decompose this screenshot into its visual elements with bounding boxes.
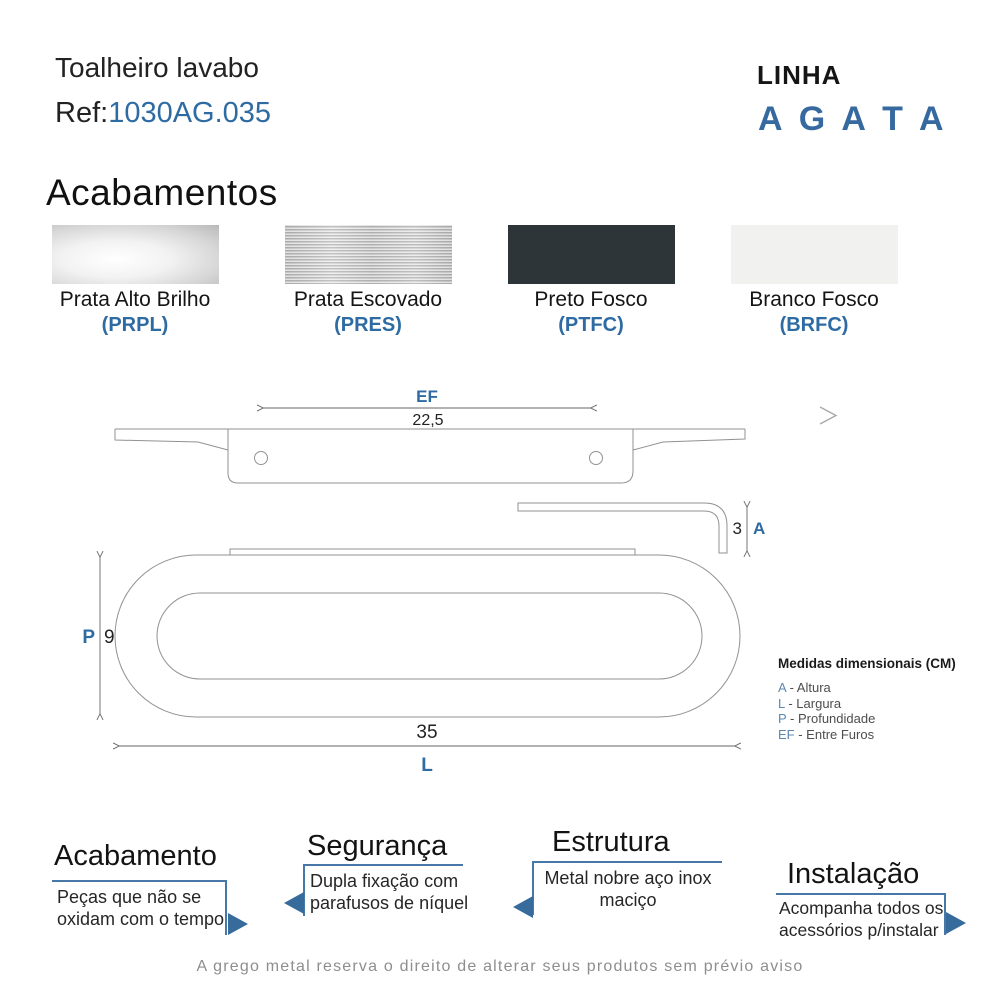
legend-key: EF (778, 726, 795, 742)
callout-line (532, 861, 722, 863)
feature-body-instalacao: Acompanha todos os acessórios p/instalar (779, 898, 944, 940)
arrow-left-icon (284, 892, 304, 914)
dimension-legend (778, 656, 956, 742)
callout-line (776, 893, 946, 895)
legend-desc: - Largura (784, 695, 842, 711)
screw-hole-right (590, 452, 603, 465)
towel-bar-top-view (115, 549, 740, 717)
legend-row (778, 680, 956, 696)
feature-body-estrutura: Metal nobre aço inox maciço (544, 868, 712, 910)
ref-line (55, 97, 271, 130)
finish-name: Prata Escovado (293, 288, 443, 311)
ef-dimension-value: 22,5 (412, 412, 444, 429)
legend-desc: - Altura (785, 680, 831, 695)
finish-code: (PRPL) (101, 314, 169, 336)
legend-desc: - Profundidade (786, 711, 876, 726)
finish-name: Branco Fosco (749, 288, 879, 311)
screw-hole-left (255, 452, 268, 465)
callout-line (52, 880, 227, 882)
legend-desc: - Entre Furos (794, 726, 875, 742)
l-dimension-value: 35 (416, 722, 438, 743)
swatch-prata-escovado (285, 225, 452, 284)
feature-body-seguranca: Dupla fixação com parafusos de níquel (310, 871, 469, 913)
arrow-left-icon (513, 896, 533, 918)
line-label: LINHA (757, 60, 842, 90)
swatch-branco-fosco (731, 225, 898, 284)
finish-name: Prata Alto Brilho (59, 288, 211, 311)
legend-row (778, 696, 956, 712)
line-name: A G A T A (758, 100, 948, 138)
callout-line (303, 864, 463, 866)
legend-key: L (778, 695, 785, 711)
p-dimension-label: P (82, 627, 95, 648)
mounting-strip (230, 549, 635, 555)
a-dimension-value: 3 (732, 519, 742, 538)
feature-title-acabamento: Acabamento (54, 840, 217, 872)
finish-name: Preto Fosco (534, 288, 648, 311)
inner-ring (157, 593, 702, 679)
feature-title-seguranca: Segurança (307, 830, 448, 862)
ref-label: Ref: (55, 97, 109, 129)
finish-code: (PRES) (334, 314, 402, 336)
swatch-prata-alto-brilho (52, 225, 219, 284)
legend-title: Medidas dimensionais (CM) (778, 656, 956, 671)
a-dimension-label: A (753, 519, 766, 538)
legend-row (778, 727, 956, 743)
disclaimer-text: A grego metal reserva o direito de alterar seus produtos sem prévio aviso (196, 958, 804, 975)
chevron-right-icon[interactable] (820, 407, 836, 424)
arrow-right-icon (946, 912, 966, 934)
bracket-side-view (518, 503, 765, 553)
l-dimension (119, 722, 735, 776)
legend-key: A (778, 680, 786, 695)
outer-ring (115, 555, 740, 717)
feature-body-acabamento: Peças que não se oxidam com o tempo (57, 887, 225, 929)
ref-value: 1030AG.035 (108, 97, 272, 129)
legend-row (778, 711, 956, 727)
p-dimension-value: 9 (104, 627, 115, 648)
finish-code: (BRFC) (779, 314, 849, 336)
l-dimension-label: L (421, 755, 433, 776)
feature-title-instalacao: Instalação (787, 858, 920, 890)
finishes-section-title: Acabamentos (46, 172, 278, 213)
page-title: Toalheiro lavabo (55, 52, 259, 83)
legend-key: P (778, 711, 787, 726)
ef-dimension-label: EF (416, 387, 438, 406)
ef-dimension (263, 387, 591, 429)
wall-plate-top-view (115, 429, 745, 483)
finish-code: (PTFC) (558, 314, 624, 336)
p-dimension (82, 557, 114, 714)
swatch-preto-fosco (508, 225, 675, 284)
feature-title-estrutura: Estrutura (552, 826, 670, 858)
